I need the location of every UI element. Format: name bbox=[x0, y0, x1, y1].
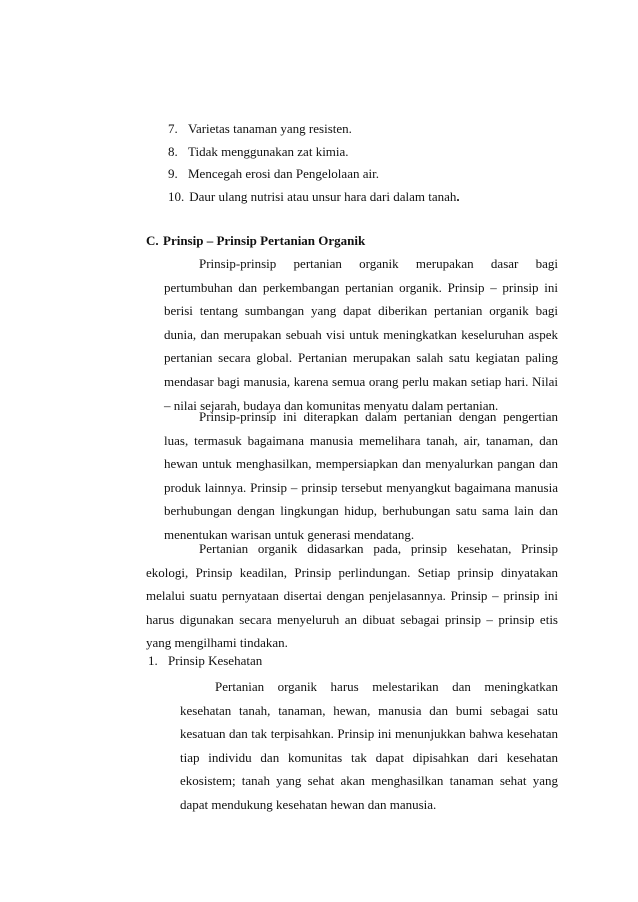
numbered-list bbox=[168, 118, 568, 208]
subsection-heading bbox=[148, 651, 262, 671]
list-item-text: Tidak menggunakan zat kimia. bbox=[188, 143, 349, 159]
paragraph bbox=[164, 405, 558, 547]
list-item-number: 9. bbox=[168, 166, 178, 181]
paragraph bbox=[146, 537, 558, 655]
list-item bbox=[168, 163, 568, 186]
subsection-number: 1. bbox=[148, 653, 158, 668]
paragraph bbox=[164, 252, 558, 417]
list-item-text: Varietas tanaman yang resisten. bbox=[188, 121, 352, 136]
paragraph bbox=[180, 675, 558, 817]
list-item-number: 8. bbox=[168, 143, 178, 159]
list-item-text: Daur ulang nutrisi atau unsur hara dari dalam tanah bbox=[189, 188, 457, 204]
paragraph-text: Pertanian organik harus melestarikan dan meningkatkan kesehatan tanah, tanaman, hewan, manusia dan bumi sebagai satu kesatuan dan tak terpisahkan. Prinsip ini menunjukkan bahwa kesehatan tiap individu dan komunitas tak dapat dipisahkan dari kesehatan ekosistem; tanah yang sehat akan menghasilkan tanaman sehat yang dapat mendukung kesehatan hewan dan manusia. bbox=[180, 679, 558, 812]
subsection-title: Prinsip Kesehatan bbox=[168, 653, 263, 668]
section-title: Prinsip – Prinsip Pertanian Organik bbox=[163, 233, 366, 248]
list-item bbox=[168, 141, 568, 164]
list-item-end-mark: . bbox=[456, 188, 460, 204]
paragraph-text: Prinsip-prinsip pertanian organik merupakan dasar bagi pertumbuhan dan perkembangan pertanian organik. Prinsip – prinsip ini berisi tentang sumbangan yang dapat diberikan pertanian organik bagi dunia, dan merupakan sebuah visi untuk meningkatkan keseluruhan aspek pertanian secara global. Pertanian merupakan salah satu kegiatan paling mendasar bagi manusia, karena semua orang perlu makan setiap hari. Nilai – nilai sejarah, budaya dan komunitas menyatu dalam pertanian. bbox=[164, 256, 558, 413]
section-heading bbox=[146, 231, 365, 251]
list-item-text: Mencegah erosi dan Pengelolaan air. bbox=[188, 166, 379, 181]
list-item bbox=[168, 186, 568, 209]
section-number: C. bbox=[146, 233, 159, 248]
list-item bbox=[168, 118, 568, 141]
paragraph-text: Pertanian organik didasarkan pada, prinsip kesehatan, Prinsip ekologi, Prinsip keadilan, Prinsip perlindungan. Setiap prinsip dinyatakan melalui suatu pernyataan disertai dengan penjelasannya. Prinsip – prinsip ini harus digunakan secara menyeluruh an dibuat sebagai prinsip – prinsip etis yang mengilhami tindakan. bbox=[146, 541, 558, 651]
list-item-number: 10. bbox=[168, 188, 185, 204]
list-item-number: 7. bbox=[168, 121, 178, 136]
paragraph-text: Prinsip-prinsip ini diterapkan dalam pertanian dengan pengertian luas, termasuk bagaimana manusia memelihara tanah, air, tanaman, dan hewan untuk menghasilkan, mempersiapkan dan menyalurkan pangan dan produk lainnya. Prinsip – prinsip tersebut menyangkut bagaimana manusia berhubungan dengan lingkungan hidup, berhubungan satu sama lain dan menentukan warisan untuk generasi mendatang. bbox=[164, 409, 558, 542]
